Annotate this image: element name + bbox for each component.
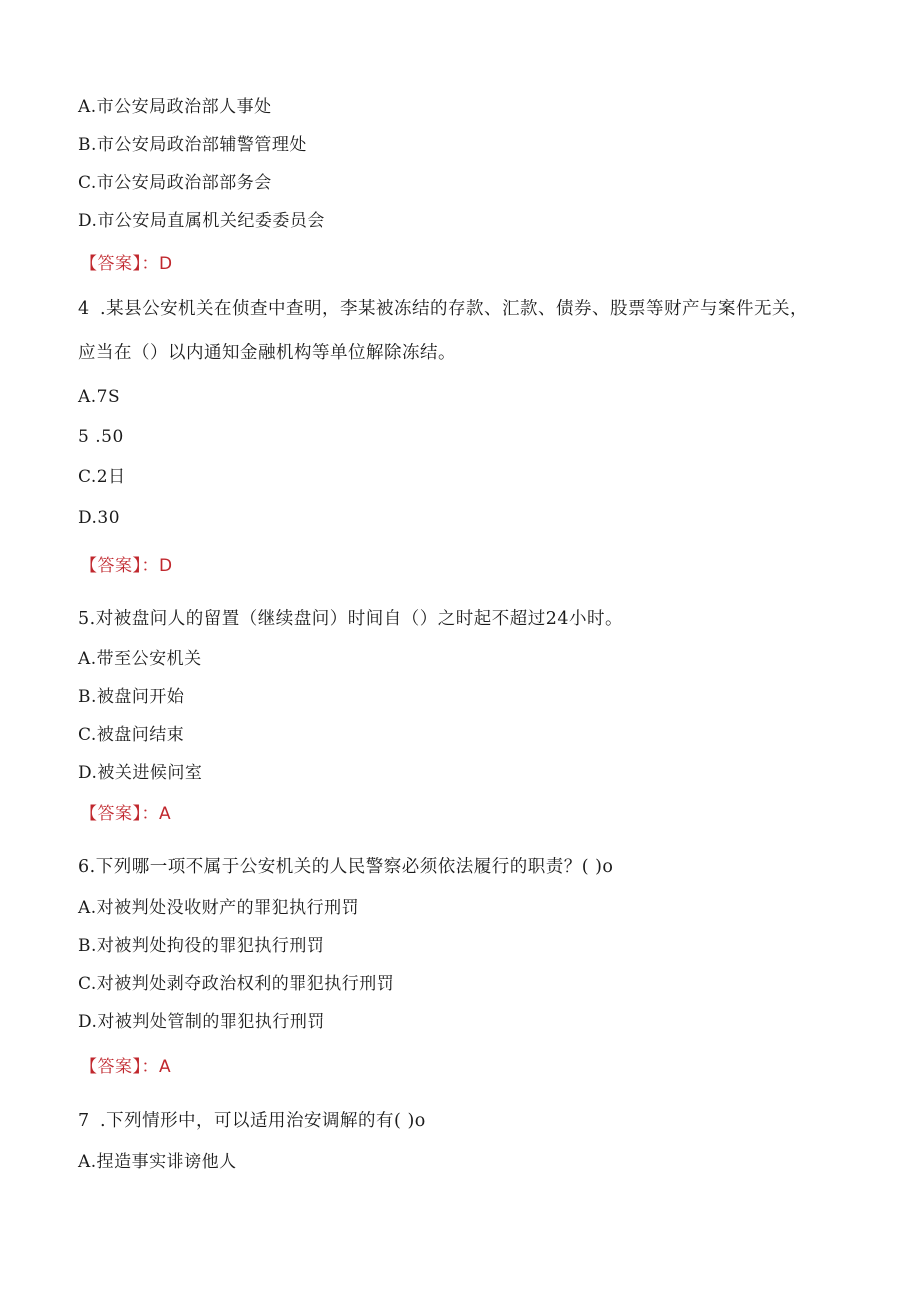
q4-number: 4 [78,299,90,319]
q7-stem-text: .下列情形中，可以适用治安调解的有( )o [100,1111,426,1131]
q3-answer: 【答案】：D [80,254,173,274]
q3-option-b: B.市公安局政治部辅警管理处 [78,135,307,155]
q7-number: 7 [78,1111,90,1131]
q5-stem: 5.对被盘问人的留置（继续盘问）时间自（）之时起不超过24小时。 [78,609,623,629]
q4-stem-line1 [78,298,808,320]
q4-option-d: D.30 [78,508,121,528]
q5-option-d: D.被关进候问室 [78,763,203,783]
q6-option-a: A.对被判处没收财产的罪犯执行刑罚 [78,898,360,918]
q5-answer: 【答案】：A [80,804,172,824]
q3-option-a: A.市公安局政治部人事处 [78,97,272,117]
q3-option-c: C.市公安局政治部部务会 [78,173,272,193]
q5-option-a: A.带至公安机关 [78,649,202,669]
q6-option-d: D.对被判处管制的罪犯执行刑罚 [78,1012,325,1032]
q4-answer: 【答案】：D [80,556,173,576]
q6-option-b: B.对被判处拘役的罪犯执行刑罚 [78,936,325,956]
q4-option-a: A.7S [78,387,121,407]
q6-option-c: C.对被判处剥夺政治权利的罪犯执行刑罚 [78,974,395,994]
q7-stem [78,1110,426,1132]
q3-option-d: D.市公安局直属机关纪委委员会 [78,211,325,231]
q5-option-c: C.被盘问结束 [78,725,185,745]
q7-option-a: A.捏造事实诽谤他人 [78,1152,237,1172]
q6-answer: 【答案】：A [80,1057,172,1077]
q4-stem-line2: 应当在（）以内通知金融机构等单位解除冻结。 [78,343,456,363]
q4-option-b: 5 .50 [78,427,124,447]
q4-stem-text: .某县公安机关在侦查中查明，李某被冻结的存款、汇款、债券、股票等财产与案件无关， [100,299,809,319]
q5-option-b: B.被盘问开始 [78,687,185,707]
q6-stem: 6.下列哪一项不属于公安机关的人民警察必须依法履行的职责？( )o [78,857,614,877]
q4-option-c: C.2日 [78,467,126,487]
